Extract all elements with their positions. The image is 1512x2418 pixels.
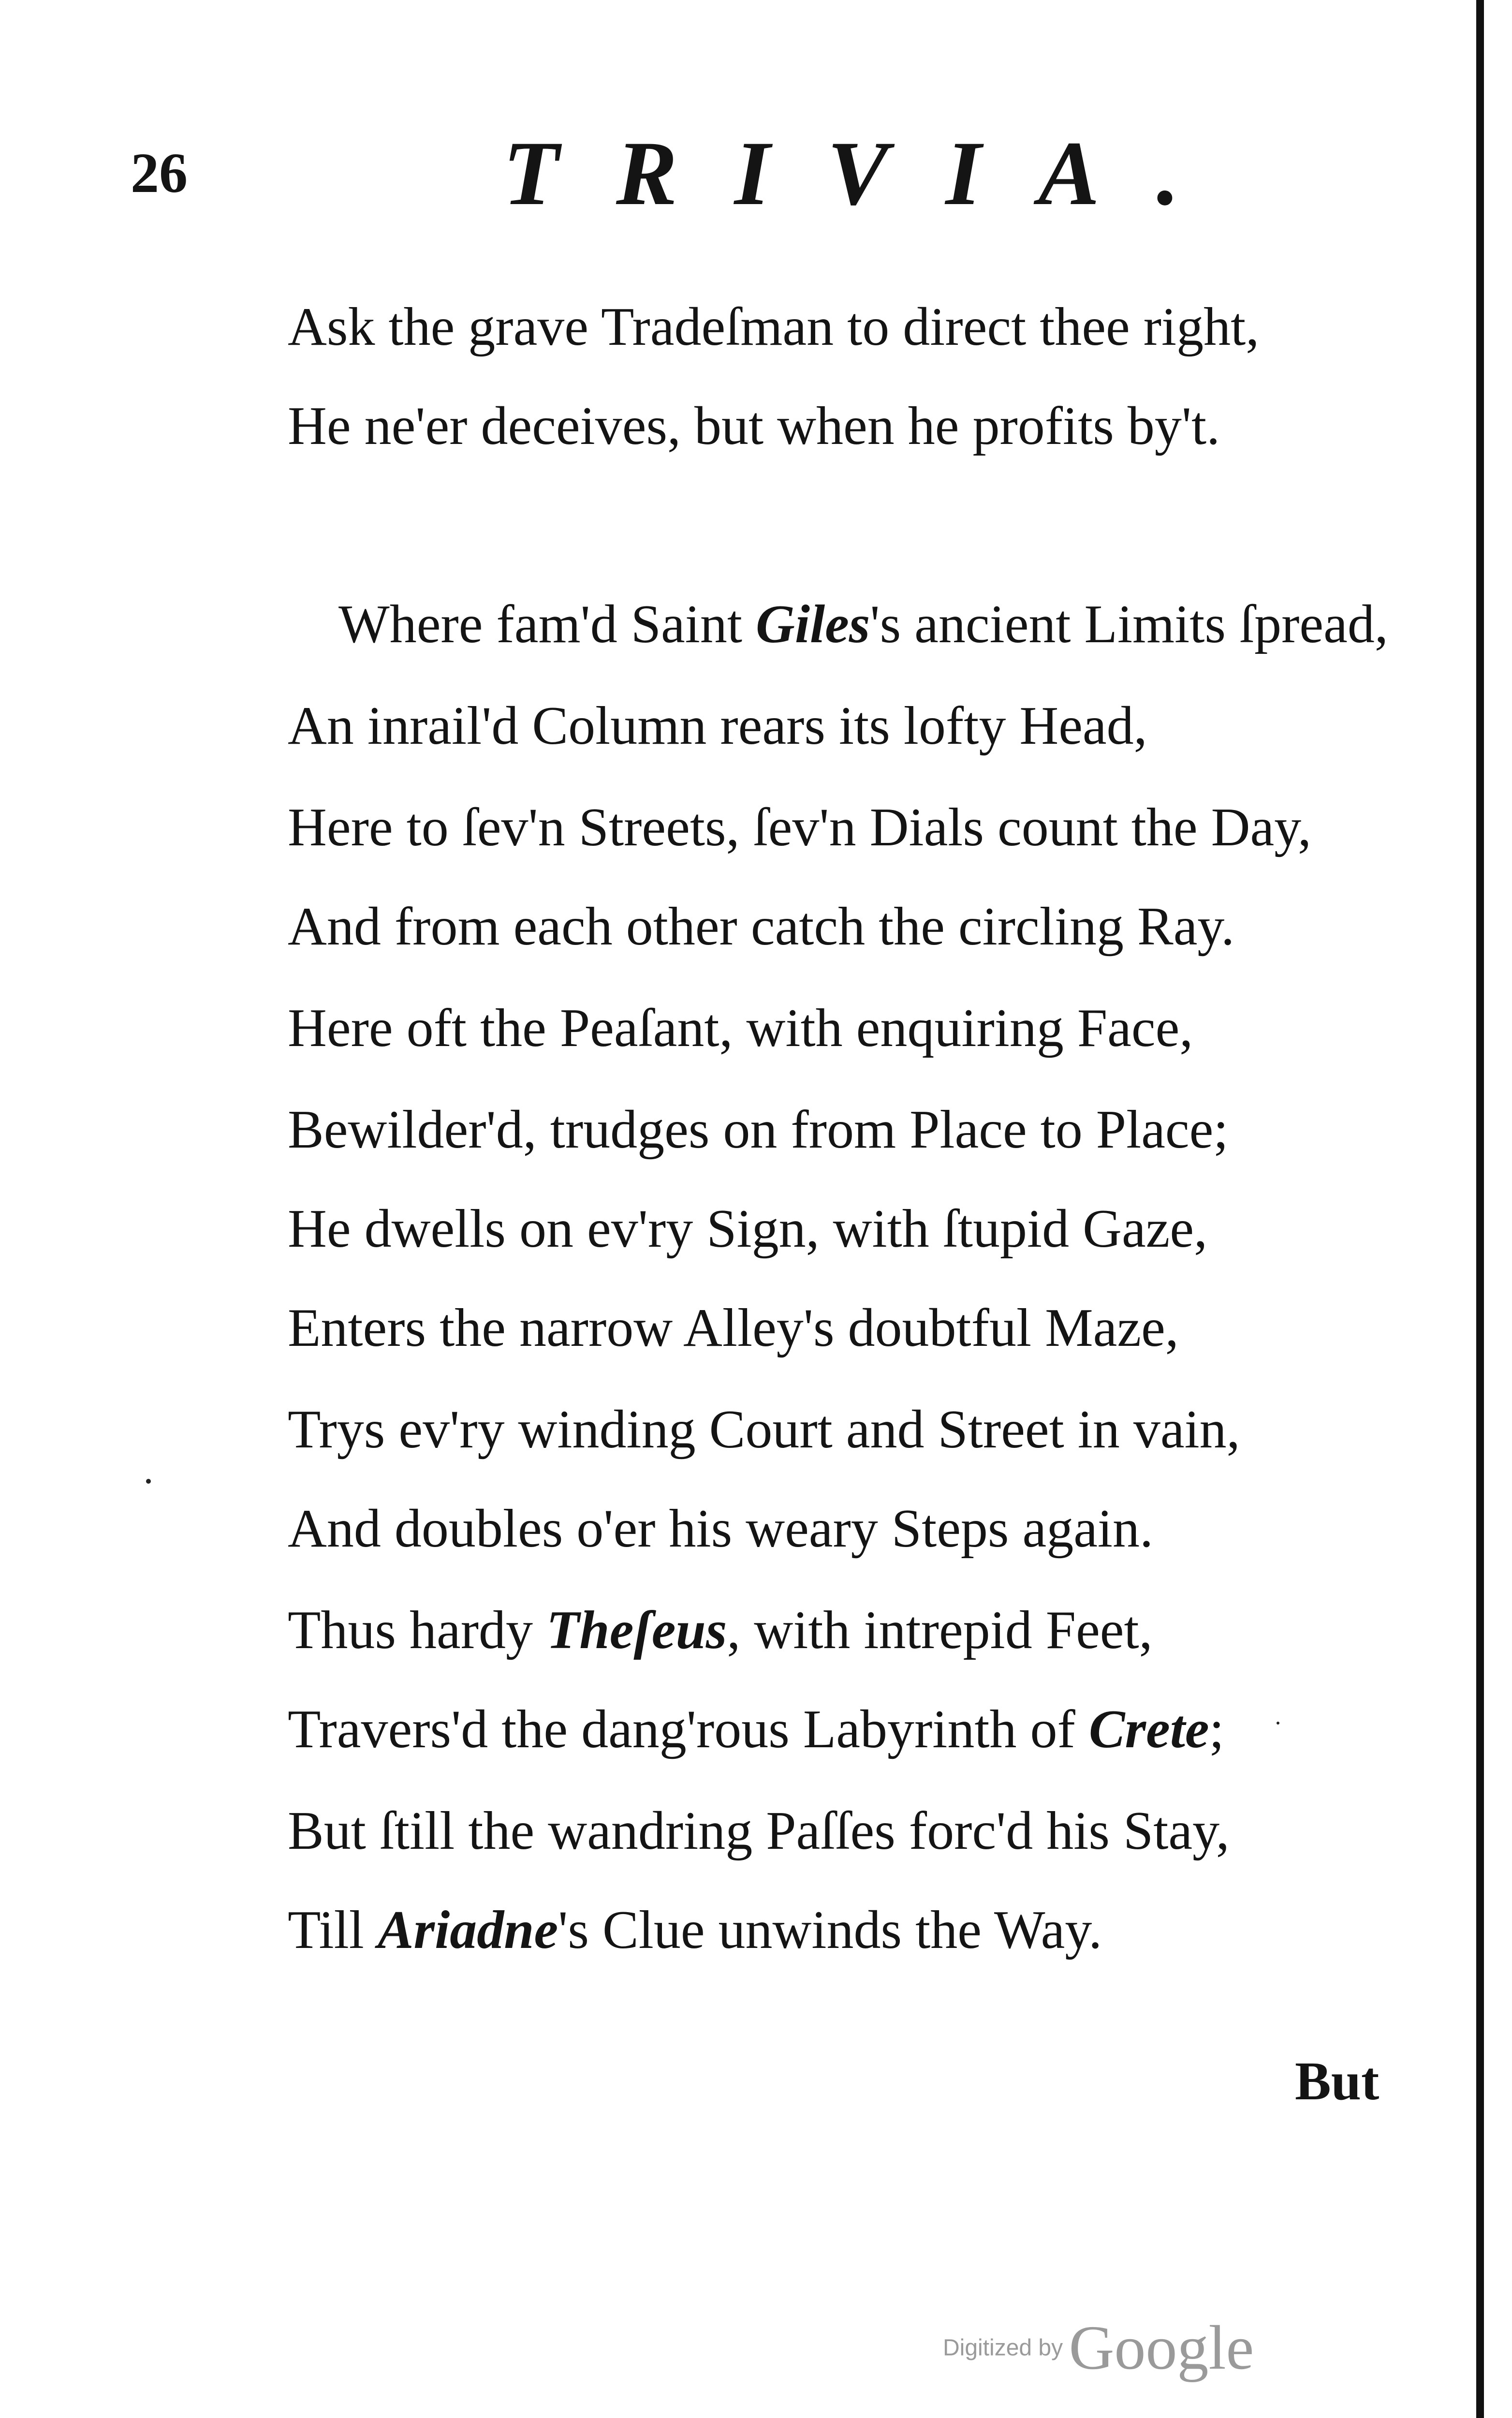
verse-text: ; <box>1209 1699 1224 1759</box>
page-number: 26 <box>131 141 188 205</box>
verse-line: An inrail'd Column rears its lofty Head, <box>288 696 1147 756</box>
proper-name: Crete <box>1088 1699 1209 1759</box>
catchword: But <box>1295 2051 1380 2111</box>
verse-line: But ſtill the wandring Paſſes forc'd his Stay, <box>288 1801 1230 1861</box>
verse-line: He dwells on ev'ry Sign, with ſtupid Gaze, <box>288 1199 1208 1259</box>
verse-text: Thus hardy <box>288 1600 547 1660</box>
verse-line <box>288 1699 1224 1759</box>
verse-line: And doubles o'er his weary Steps again. <box>288 1499 1154 1559</box>
page-header <box>0 121 1451 227</box>
page-edge <box>1476 0 1484 2418</box>
verse-line <box>338 594 1388 654</box>
verse-line <box>288 1600 1153 1660</box>
verse-text: Till <box>288 1900 378 1960</box>
digitized-watermark <box>943 2312 1254 2384</box>
verse-line: Here to ſev'n Streets, ſev'n Dials count the Day, <box>288 797 1311 857</box>
verse-line: Enters the narrow Alley's doubtful Maze, <box>288 1298 1179 1358</box>
verse-text: 's Clue unwinds the Way. <box>558 1900 1102 1960</box>
ink-speck <box>1277 1722 1279 1725</box>
proper-name: Ariadne <box>377 1900 558 1960</box>
verse-text: Where fam'd Saint <box>338 594 756 654</box>
watermark-brand: Google <box>1069 2313 1254 2383</box>
ink-speck <box>146 1479 151 1484</box>
running-title: TRIVIA. <box>503 123 1237 224</box>
verse-line: He ne'er deceives, but when he profits by't. <box>288 396 1220 456</box>
verse-text: Travers'd the dang'rous Labyrinth of <box>288 1699 1089 1759</box>
verse-line <box>288 1900 1102 1960</box>
proper-name: Theſeus <box>546 1600 727 1660</box>
watermark-prefix: Digitized by <box>943 2335 1063 2361</box>
verse-text: , with intrepid Feet, <box>727 1600 1153 1660</box>
verse-line: Here oft the Peaſant, with enquiring Face, <box>288 998 1193 1058</box>
verse-text: 's ancient Limits ſpread, <box>870 594 1388 654</box>
verse-line: Ask the grave Tradeſman to direct thee right, <box>288 297 1260 357</box>
proper-name: Giles <box>755 594 870 654</box>
verse-line: Bewilder'd, trudges on from Place to Place; <box>288 1100 1229 1160</box>
verse-line: Trys ev'ry winding Court and Street in vain, <box>288 1400 1240 1460</box>
verse-line: And from each other catch the circling Ray. <box>288 897 1235 957</box>
